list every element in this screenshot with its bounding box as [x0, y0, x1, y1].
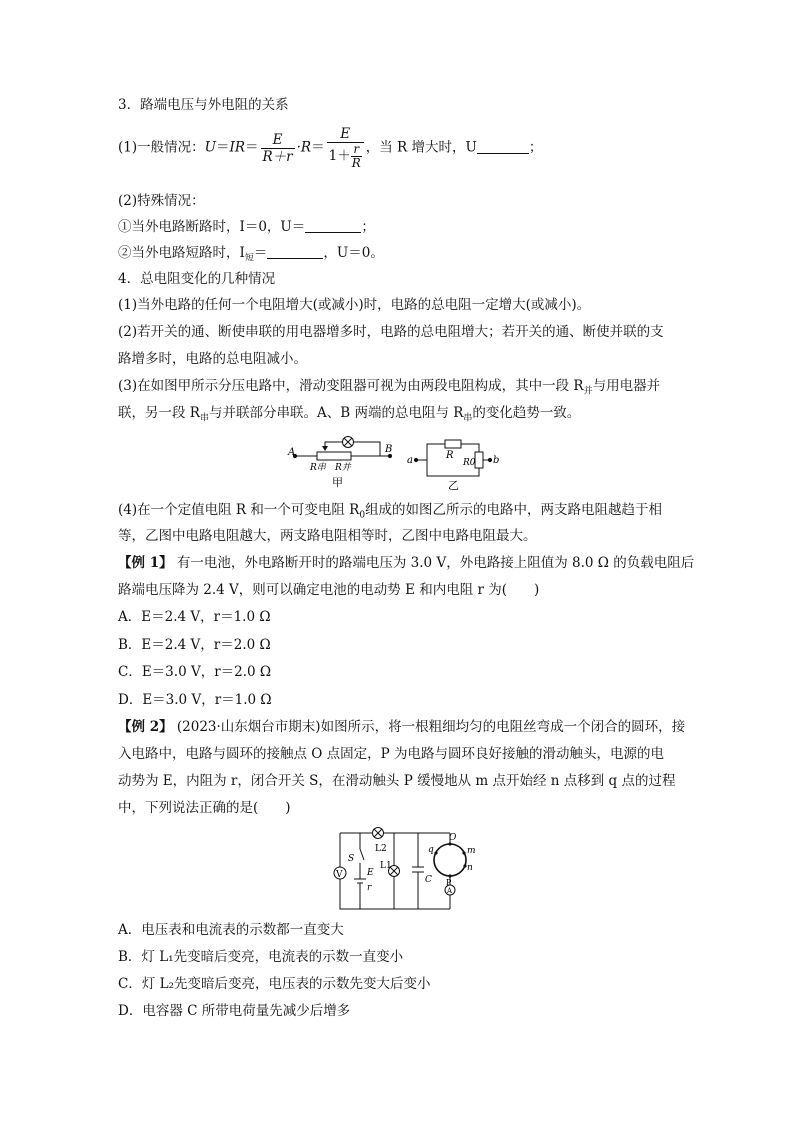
circuit-e: E — [367, 868, 374, 878]
frac2-numerator: E — [327, 126, 364, 143]
fig-yi-label-r0: R0 — [463, 458, 476, 468]
section4-p3b — [118, 404, 580, 428]
general-case-label: (1)一般情况： — [118, 139, 205, 156]
formula-ir: IR — [229, 139, 246, 156]
example1-tag: 【例 1】 — [118, 555, 173, 571]
circuit-ammeter: A — [447, 887, 453, 895]
section3-heading: 3．路端电压与外电阻的关系 — [118, 97, 289, 113]
formula-eq3: ＝ — [311, 139, 325, 156]
short-circuit-eq: ＝ — [253, 245, 268, 261]
formula-eq2: ＝ — [245, 139, 259, 156]
open-circuit-line — [118, 218, 375, 236]
figure-jia-yi — [280, 432, 520, 494]
section4-p1: (1)当外电路的任何一个电阻增大(或减小)时，电路的总电阻一定增大(或减小)。 — [118, 297, 591, 313]
frac1-numerator: E — [261, 132, 295, 149]
circuit-l1: L1 — [380, 861, 392, 871]
fig-jia-label-b: B — [385, 444, 393, 455]
p3b-sub2: 串 — [463, 413, 473, 424]
fig-yi-label-r: R — [446, 450, 454, 461]
formula-u: U — [204, 139, 217, 156]
section4-p4a — [118, 501, 662, 525]
answer-blank — [305, 219, 361, 233]
example1-line2: 路端电压降为 2.4 V，则可以确定电池的电动势 E 和内电阻 r 为( ) — [118, 582, 540, 598]
circuit-o: O — [449, 833, 457, 843]
example2-line2: 入电路中，电路与圆环的接触点 O 点固定，P 为电路与圆环良好接触的滑动触头，电源的电 — [118, 746, 665, 762]
fig-jia-label-a: A — [288, 447, 296, 458]
circuit-switch-s: S — [348, 854, 355, 864]
circuit-r: r — [367, 883, 372, 893]
fig-jia-r-parallel: R并 — [335, 463, 351, 473]
p3b-text-c: 的变化趋势一致。 — [472, 405, 581, 421]
frac2-den-prefix: 1＋ — [328, 148, 351, 164]
example2-line4: 中，下列说法正确的是( ) — [118, 800, 291, 816]
p3a-tail: 与用电器并 — [592, 378, 661, 394]
figure-jia — [293, 437, 391, 461]
example2-option-a[interactable]: A．电压表和电流表的示数都一直变大 — [118, 922, 344, 938]
short-circuit-end: ，U＝0。 — [323, 245, 384, 261]
answer-blank — [267, 245, 323, 259]
section4-heading: 4．总电阻变化的几种情况 — [118, 271, 276, 287]
circuit-n: n — [467, 863, 473, 873]
inner-denominator: R — [351, 156, 361, 170]
circuit-l2: L2 — [375, 844, 387, 854]
p3a-sub: 并 — [583, 386, 593, 397]
example1-text1: 有一电池，外电路断开时的路端电压为 3.0 V，外电路接上阻值为 8.0 Ω 的负载电阻后 — [176, 555, 695, 571]
example2-tag: 【例 2】 — [118, 719, 173, 735]
circuit-m: m — [467, 846, 476, 856]
section4-p2a: (2)若开关的通、断使串联的用电器增多时，电路的总电阻增大；若开关的通、断使并联的支 — [118, 324, 664, 340]
fig-yi-label-b: b — [493, 455, 500, 466]
example2-line3: 动势为 E，内阻为 r，闭合开关 S，在滑动触头 P 缓慢地从 m 点开始经 n 点移到 q 点的过程 — [118, 773, 676, 789]
frac1-denominator: R＋r — [262, 148, 293, 165]
answer-blank — [477, 140, 529, 154]
open-circuit-text: ①当外电路断路时，I＝0，U＝ — [118, 219, 306, 235]
frac2-denominator — [327, 143, 364, 170]
general-case-line — [118, 126, 542, 170]
general-case-end: ； — [528, 139, 543, 156]
circuit-p: P — [446, 878, 452, 887]
example2-option-b[interactable]: B．灯 L₁先变暗后变亮，电流表的示数一直变小 — [118, 949, 404, 965]
inner-numerator: r — [351, 143, 362, 157]
inner-fraction — [351, 143, 362, 170]
fig-yi-caption: 乙 — [448, 479, 459, 492]
example1-option-a[interactable]: A．E＝2.4 V，r＝1.0 Ω — [118, 609, 271, 625]
figure-example2-circuit — [320, 825, 480, 915]
example2-option-d[interactable]: D．电容器 C 所带电荷量先减少后增多 — [118, 1003, 351, 1019]
fraction-e-over-r-plus-r — [261, 132, 295, 165]
general-case-tail: ，当 R 增大时，U — [365, 139, 477, 156]
short-circuit-sub: 短 — [244, 253, 254, 264]
circuit-voltmeter: V — [336, 870, 343, 880]
example2-line1 — [118, 718, 685, 736]
section4-p2b: 路增多时，电路的总电阻减小。 — [118, 351, 307, 367]
example1-line1 — [118, 554, 694, 572]
short-circuit-line — [118, 244, 384, 268]
example2-option-c[interactable]: C．灯 L₂先变暗后变亮，电压表的示数先变大后变小 — [118, 976, 431, 992]
fig-jia-r-series: R串 — [310, 463, 326, 473]
example1-option-b[interactable]: B．E＝2.4 V，r＝2.0 Ω — [118, 637, 271, 653]
fig-yi-label-a: a — [407, 455, 413, 466]
p3a-text: (3)在如图甲所示分压电路中，滑动变阻器可视为由两段电阻构成，其中一段 R — [118, 378, 584, 394]
p3b-sub: 串 — [199, 413, 209, 424]
p4a-tail: 组成的如图乙所示的电路中，两支路电阻越趋于相 — [365, 502, 663, 518]
p4a-text: (4)在一个定值电阻 R 和一个可变电阻 R — [118, 502, 360, 518]
p4a-sub: 0 — [359, 510, 366, 521]
example1-option-d[interactable]: D．E＝3.0 V，r＝1.0 Ω — [118, 692, 272, 708]
example2-text1: (2023·山东烟台市期末)如图所示，将一根粗细均匀的电阻丝弯成一个闭合的圆环，接 — [176, 719, 686, 735]
p3b-text-b: 与并联部分串联。A、B 两端的总电阻与 R — [208, 405, 464, 421]
special-case-label: (2)特殊情况： — [118, 193, 205, 209]
p3b-text-a: 联，另一段 R — [118, 405, 200, 421]
circuit-q: q — [428, 845, 434, 855]
open-circuit-end: ； — [361, 219, 375, 235]
short-circuit-text: ②当外电路短路时，I — [118, 245, 245, 261]
example1-option-c[interactable]: C．E＝3.0 V，r＝2.0 Ω — [118, 664, 272, 680]
formula-eq1: ＝ — [216, 139, 230, 156]
circuit-c: C — [425, 875, 432, 885]
formula-r: ·R — [296, 139, 312, 156]
section4-p3a — [118, 377, 660, 401]
fraction-e-over-one-plus — [327, 126, 364, 170]
section4-p4b: 等，乙图中电路电阻越大，两支路电阻相等时，乙图中电路电阻最大。 — [118, 528, 537, 544]
fig-jia-caption: 甲 — [332, 476, 343, 489]
